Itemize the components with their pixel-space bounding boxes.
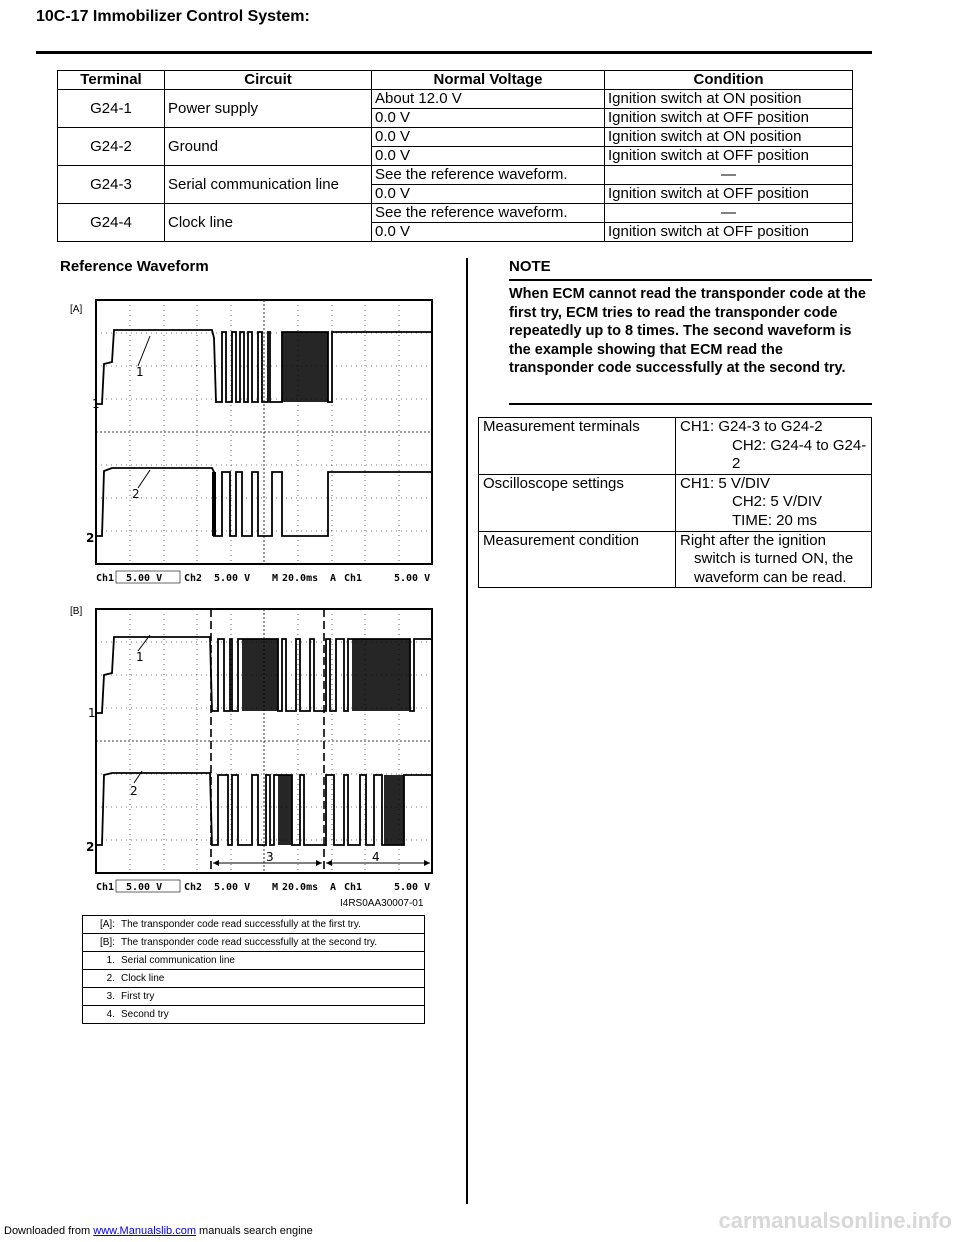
readout-trigger: Ch1 (344, 573, 363, 584)
readout-ch2-value: 5.00 V (214, 882, 251, 893)
ch1-marker: 1 (88, 706, 96, 720)
callout-3: 3 (266, 850, 274, 864)
table-row (58, 128, 853, 147)
readout-ch1-value: 5.00 V (126, 573, 163, 584)
terminal-cell: G24-4 (58, 204, 165, 242)
legend-key: [A]: (83, 916, 118, 934)
scope-a-screen (82, 296, 434, 586)
callout-4: 4 (372, 850, 380, 864)
col-terminal: Terminal (58, 71, 165, 90)
table-row (479, 418, 872, 475)
voltage-cell: 0.0 V (372, 128, 605, 147)
circuit-cell: Serial communication line (165, 166, 372, 204)
readout-a: A (330, 573, 337, 584)
readout-m: M (272, 573, 279, 584)
footer-suffix: manuals search engine (195, 1225, 313, 1237)
measurement-line: CH1: G24-3 to G24-2 (680, 418, 823, 435)
measurement-label: Oscilloscope settings (479, 474, 676, 531)
footer (4, 1225, 313, 1237)
voltage-cell: See the reference waveform. (372, 166, 605, 185)
header-rule (36, 51, 872, 54)
measurement-label: Measurement condition (479, 531, 676, 588)
callout-1: 1 (136, 650, 144, 664)
legend-row (83, 1006, 425, 1024)
condition-cell: Ignition switch at OFF position (605, 109, 853, 128)
measurement-line: Right after the ignition (680, 531, 826, 549)
callout-2: 2 (132, 487, 140, 501)
circuit-cell: Power supply (165, 90, 372, 128)
readout-a: A (330, 882, 337, 893)
readout-ch1: Ch1 (96, 573, 115, 584)
table-row (58, 90, 853, 109)
readout-time: 20.0ms (282, 573, 319, 584)
readout-trigger-value: 5.00 V (394, 573, 431, 584)
table-row (58, 204, 853, 223)
terminal-table (57, 70, 853, 242)
callout-1: 1 (136, 365, 144, 379)
callout-2: 2 (130, 784, 138, 798)
legend-key: 2. (83, 970, 118, 988)
legend-row (83, 916, 425, 934)
circuit-cell: Clock line (165, 204, 372, 242)
legend-text: First try (117, 988, 425, 1006)
measurement-value (676, 474, 872, 531)
note-body: When ECM cannot read the transponder code at the first try, ECM tries to read the transponder code repeatedly up to 8 times. The second waveform is the example showing that ECM read the transponder code successfully at the second try. (509, 286, 866, 377)
note-title: NOTE (509, 258, 551, 275)
legend-key: [B]: (83, 934, 118, 952)
measurement-value (676, 418, 872, 475)
measurement-line: switch is turned ON, the (694, 550, 854, 568)
legend-text: Clock line (117, 970, 425, 988)
measurement-line: TIME: 20 ms (732, 511, 818, 529)
condition-cell: — (605, 166, 853, 185)
voltage-cell: 0.0 V (372, 185, 605, 204)
condition-cell: Ignition switch at OFF position (605, 185, 853, 204)
table-row (479, 474, 872, 531)
readout-ch2: Ch2 (184, 573, 203, 584)
legend-text: The transponder code read successfully at the first try. (117, 916, 425, 934)
measurement-table (478, 417, 872, 588)
col-voltage: Normal Voltage (372, 71, 605, 90)
legend-key: 1. (83, 952, 118, 970)
readout-ch1: Ch1 (96, 882, 115, 893)
scope-b-label: [B] (70, 606, 83, 617)
voltage-cell: See the reference waveform. (372, 204, 605, 223)
readout-ch2-value: 5.00 V (214, 573, 251, 584)
page-title: 10C-17 Immobilizer Control System: (36, 8, 310, 25)
footer-link[interactable]: www.Manualslib.com (93, 1225, 196, 1237)
circuit-cell: Ground (165, 128, 372, 166)
watermark: carmanualsonline.info (718, 1208, 952, 1233)
measurement-line: waveform can be read. (694, 568, 847, 586)
scope-a-label: [A] (70, 304, 83, 315)
condition-cell: Ignition switch at ON position (605, 128, 853, 147)
measurement-value (676, 531, 872, 588)
legend-key: 4. (83, 1006, 118, 1024)
column-divider (466, 258, 468, 1204)
figure-id: I4RS0AA30007-01 (340, 898, 424, 909)
readout-ch2: Ch2 (184, 882, 203, 893)
voltage-cell: 0.0 V (372, 223, 605, 242)
legend-row (83, 970, 425, 988)
legend-row (83, 934, 425, 952)
measurement-line: CH1: 5 V/DIV (680, 474, 771, 492)
terminal-cell: G24-3 (58, 166, 165, 204)
readout-trigger-value: 5.00 V (394, 882, 431, 893)
readout-trigger: Ch1 (344, 882, 363, 893)
readout-ch1-value: 5.00 V (126, 882, 163, 893)
legend-row (83, 952, 425, 970)
legend-text: Second try (117, 1006, 425, 1024)
table-row (479, 531, 872, 588)
measurement-line: CH2: G24-4 to G24-2 (732, 436, 867, 473)
measurement-line: CH2: 5 V/DIV (732, 493, 823, 511)
scope-b-screen (82, 605, 434, 895)
terminal-cell: G24-1 (58, 90, 165, 128)
condition-cell: Ignition switch at ON position (605, 90, 853, 109)
col-condition: Condition (605, 71, 853, 90)
table-row (58, 166, 853, 185)
ch2-marker: 2 (86, 840, 95, 854)
ch2-marker: 2 (86, 531, 95, 545)
condition-cell: Ignition switch at OFF position (605, 223, 853, 242)
footer-prefix: Downloaded from (4, 1225, 94, 1237)
figure-legend (82, 915, 425, 1024)
condition-cell: Ignition switch at OFF position (605, 147, 853, 166)
measurement-label: Measurement terminals (479, 418, 676, 475)
condition-cell: — (605, 204, 853, 223)
legend-row (83, 988, 425, 1006)
note-rule-bottom (509, 403, 872, 405)
voltage-cell: About 12.0 V (372, 90, 605, 109)
terminal-table-header (58, 71, 853, 90)
legend-key: 3. (83, 988, 118, 1006)
legend-text: The transponder code read successfully at the second try. (117, 934, 425, 952)
voltage-cell: 0.0 V (372, 147, 605, 166)
note-rule-top (509, 279, 872, 281)
legend-text: Serial communication line (117, 952, 425, 970)
voltage-cell: 0.0 V (372, 109, 605, 128)
terminal-cell: G24-2 (58, 128, 165, 166)
readout-time: 20.0ms (282, 882, 319, 893)
readout-m: M (272, 882, 279, 893)
reference-waveform-title: Reference Waveform (60, 258, 209, 275)
col-circuit: Circuit (165, 71, 372, 90)
ch1-marker: 1 (92, 397, 100, 411)
